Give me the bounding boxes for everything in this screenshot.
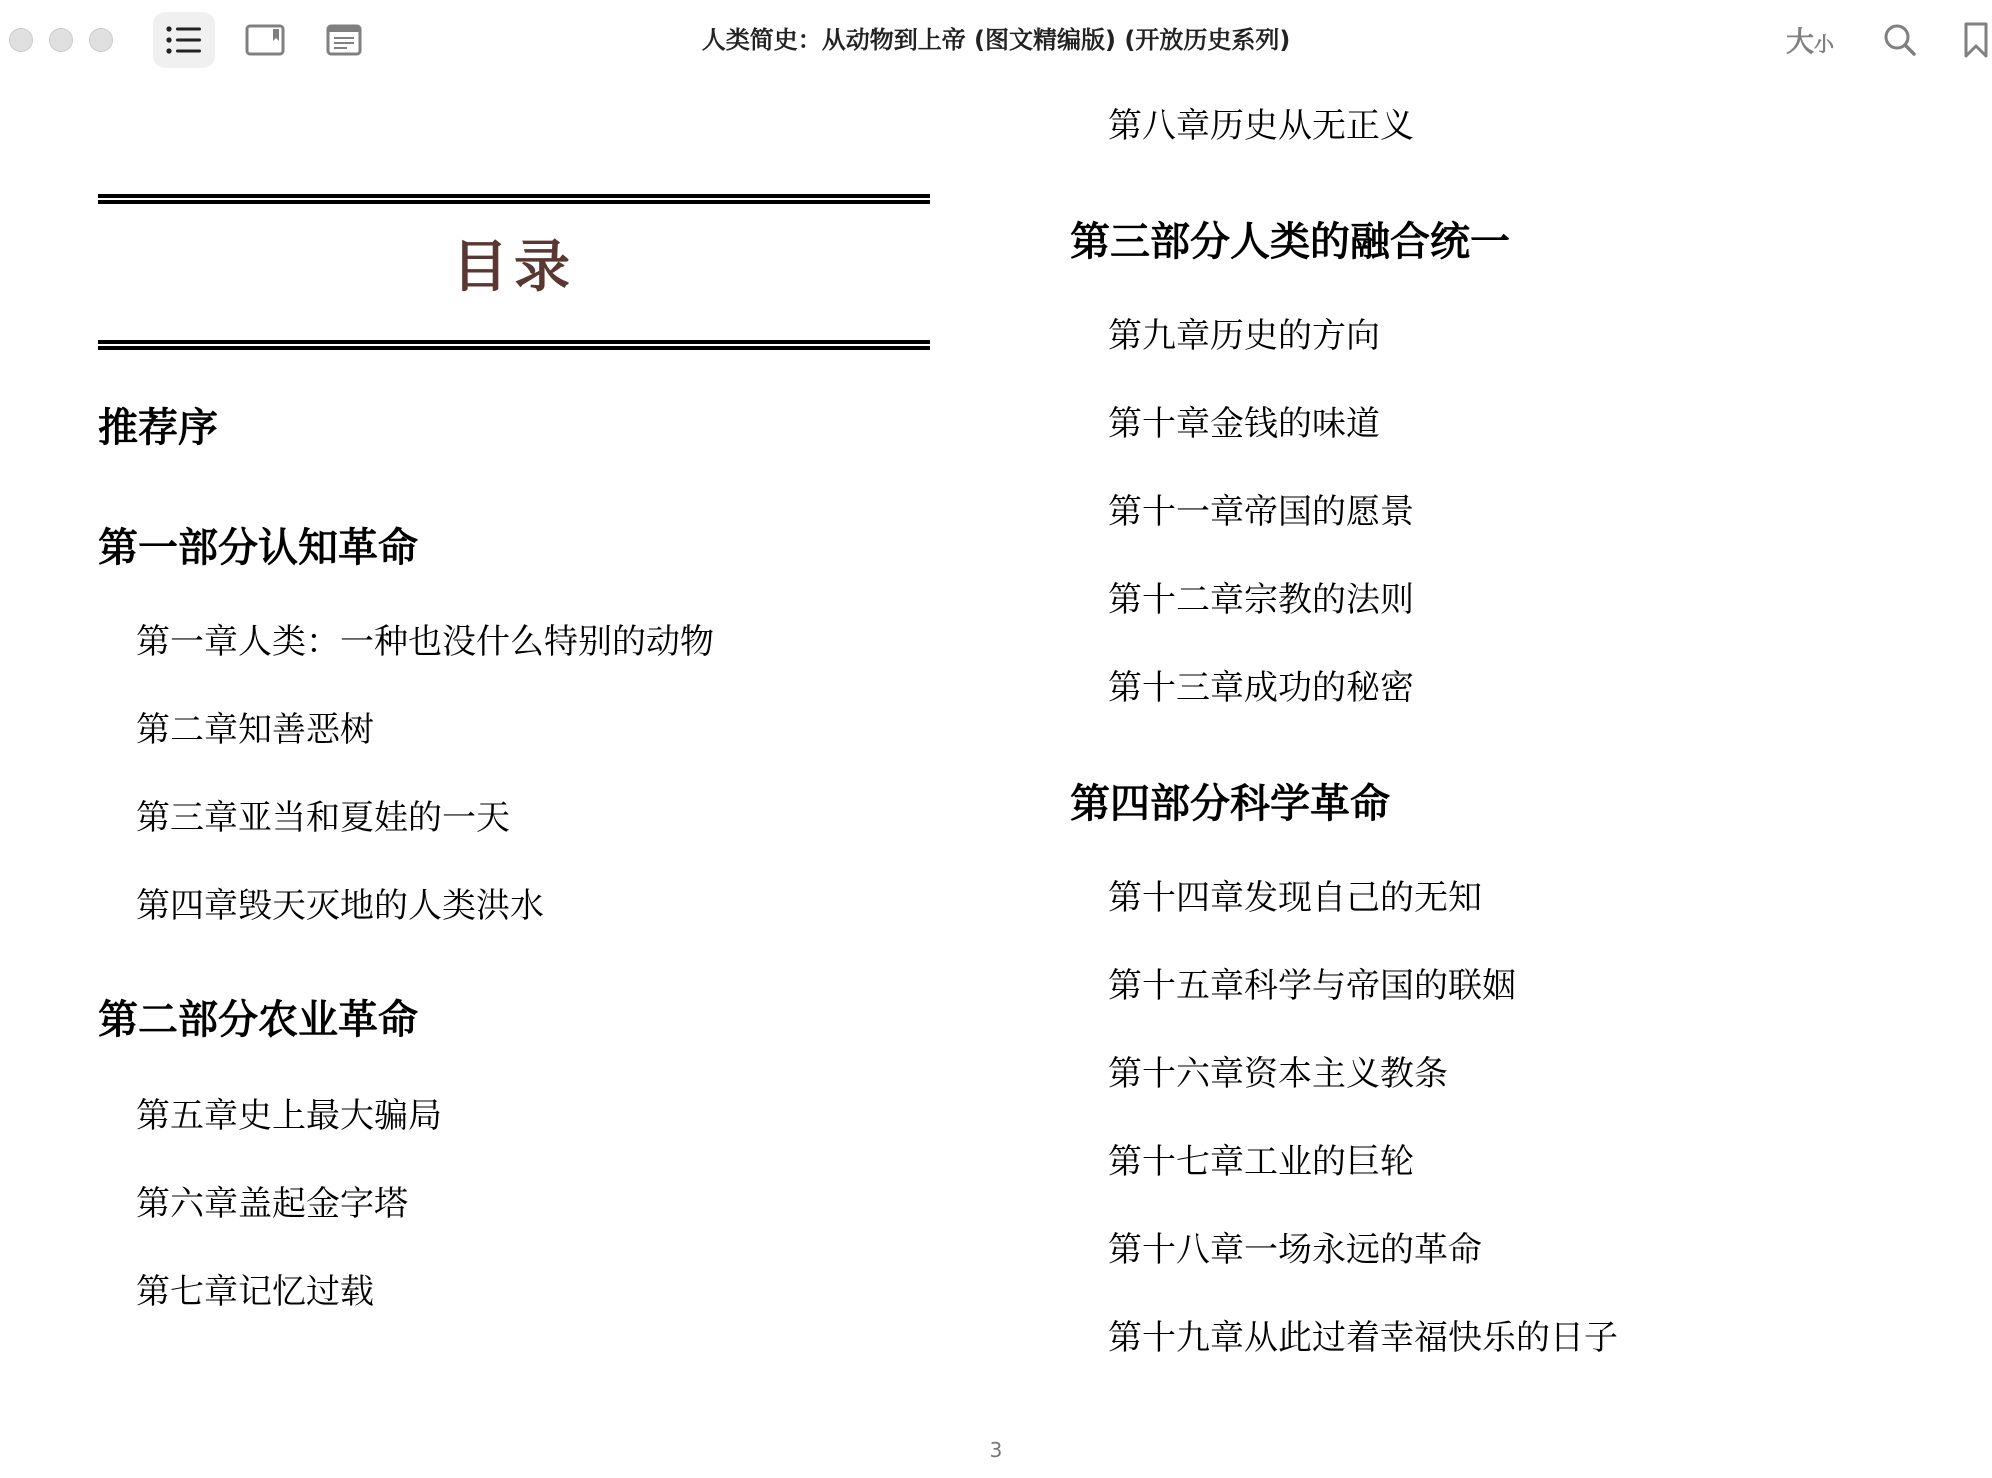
font-size-small-label: 小 [1814, 32, 1835, 56]
font-size-big-label: 大 [1786, 25, 1815, 58]
toc-chapter-link[interactable]: 第十一章帝国的愿景 [1108, 492, 1414, 532]
toc-chapter-link[interactable]: 第七章记忆过载 [136, 1272, 374, 1312]
toc-title: 目录 [452, 235, 576, 300]
toc-chapter-link[interactable]: 第二章知善恶树 [136, 710, 374, 750]
toc-chapter-link[interactable]: 第四章毁天灭地的人类洪水 [136, 886, 544, 926]
add-bookmark-button[interactable] [1954, 18, 1992, 62]
toc-chapter-link[interactable]: 第十八章一场永远的革命 [1108, 1230, 1482, 1270]
toc-chapter-link[interactable]: 第六章盖起金字塔 [136, 1184, 408, 1224]
toc-chapter-link[interactable]: 第十四章发现自己的无知 [1108, 878, 1482, 918]
toc-chapter-link[interactable]: 第十六章资本主义教条 [1108, 1054, 1448, 1094]
window-title: 人类简史：从动物到上帝 (图文精编版) (开放历史系列) [701, 26, 1291, 54]
page-number: 3 [989, 1438, 1003, 1462]
toc-part-link[interactable]: 第二部分农业革命 [98, 997, 418, 1043]
book-page [0, 80, 1992, 1478]
toolbar [0, 0, 1992, 80]
toc-chapter-link[interactable]: 第十二章宗教的法则 [1108, 580, 1414, 620]
toc-chapter-link[interactable]: 第九章历史的方向 [1108, 316, 1380, 356]
toc-chapter-link[interactable]: 第十九章从此过着幸福快乐的日子 [1108, 1318, 1618, 1358]
title-divider-top [98, 194, 930, 204]
bookmark-icon [1963, 21, 1989, 59]
toc-part-link[interactable]: 第三部分人类的融合统一 [1070, 219, 1510, 265]
toc-chapter-link[interactable]: 第十七章工业的巨轮 [1108, 1142, 1414, 1182]
toc-chapter-link[interactable]: 第十三章成功的秘密 [1108, 668, 1414, 708]
search-icon [1883, 23, 1917, 57]
toc-chapter-link[interactable]: 第十五章科学与帝国的联姻 [1108, 966, 1516, 1006]
toc-part-link[interactable]: 第四部分科学革命 [1070, 781, 1390, 827]
toc-part-link[interactable]: 推荐序 [98, 405, 218, 451]
toc-chapter-link[interactable]: 第一章人类：一种也没什么特别的动物 [136, 622, 714, 662]
toc-part-link[interactable]: 第一部分认知革命 [98, 525, 418, 571]
search-button[interactable] [1878, 18, 1922, 62]
font-size-button[interactable] [1786, 20, 1834, 60]
toc-chapter-link[interactable]: 第五章史上最大骗局 [136, 1096, 442, 1136]
title-divider-bottom [98, 340, 930, 350]
toc-chapter-link[interactable]: 第十章金钱的味道 [1108, 404, 1380, 444]
toc-chapter-link[interactable]: 第三章亚当和夏娃的一天 [136, 798, 510, 838]
toc-chapter-link[interactable]: 第八章历史从无正义 [1108, 106, 1414, 146]
